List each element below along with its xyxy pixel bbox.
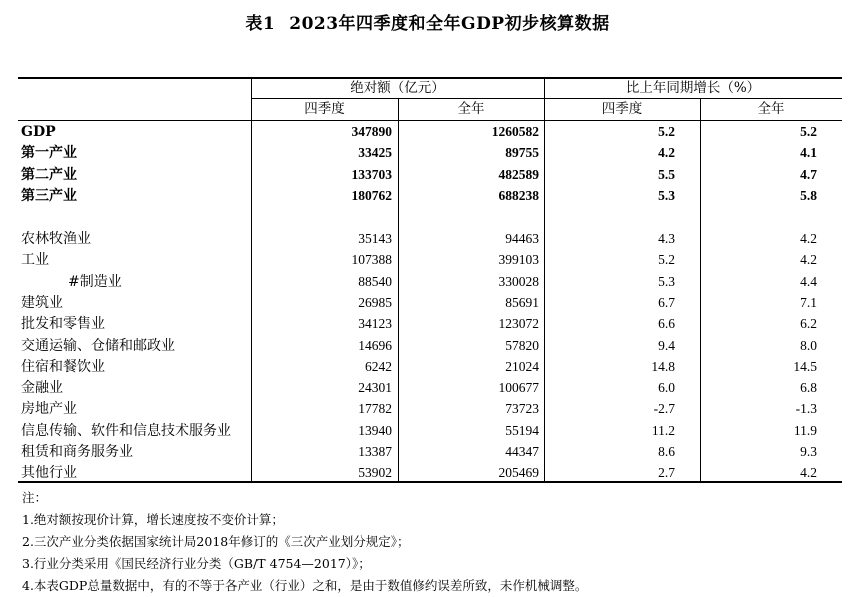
table-title [0,9,855,34]
value-year-abs: 688238 [498,187,539,203]
value-year-abs: 73723 [505,401,539,417]
value-q4-growth: 5.2 [658,252,675,268]
value-year-abs: 205469 [498,465,539,481]
industry-row-label: 工业 [21,252,49,269]
industry-row-label: 住宿和餐饮业 [21,358,105,375]
value-q4-growth: 2.7 [658,465,675,481]
industry-row-label: 租赁和商务服务业 [21,444,133,460]
header-growth-q4: 四季度 [601,101,643,117]
header-growth: 比上年同期增长（%） [625,80,761,96]
value-q4-abs: 347890 [351,124,392,139]
value-q4-growth: 5.3 [658,273,675,289]
value-year-growth: 8.0 [800,337,817,353]
value-q4-growth: 6.0 [658,380,675,396]
value-year-growth: 4.4 [800,273,817,289]
summary-row-label: 第一产业 [21,145,77,162]
summary-row-label: GDP [21,124,56,140]
value-q4-abs: 88540 [358,273,392,289]
industry-row-label: 金融业 [21,380,63,397]
notes-heading: 注： [22,490,48,505]
value-q4-growth: 4.2 [658,145,675,161]
value-q4-growth: 6.7 [658,294,675,310]
value-year-growth: 4.2 [800,465,817,481]
value-year-abs: 100677 [498,380,539,396]
value-q4-abs: 26985 [358,294,392,310]
value-year-growth: 4.2 [800,231,817,246]
header-growth-year: 全年 [757,101,785,117]
industry-row-label: 农林牧渔业 [21,231,91,247]
value-year-abs: 482589 [498,166,539,182]
table-title-text: 2023年四季度和全年GDP初步核算数据 [289,14,610,34]
value-year-growth: 6.2 [800,316,817,332]
value-q4-abs: 13940 [358,422,392,438]
value-year-abs: 89755 [505,145,539,161]
industry-row-label: 信息传输、软件和信息技术服务业 [21,422,231,439]
industry-row-label: 房地产业 [21,401,77,418]
summary-row-label: 第三产业 [21,187,77,204]
value-q4-abs: 180762 [351,187,392,203]
value-q4-abs: 34123 [358,316,392,332]
value-year-abs: 85691 [505,294,539,310]
header-absolute: 绝对额（亿元） [350,80,445,96]
value-q4-abs: 14696 [358,337,392,353]
header-abs-q4: 四季度 [304,101,345,117]
summary-row-label: 第二产业 [21,166,77,183]
value-q4-abs: 133703 [351,166,392,182]
header-abs-year: 全年 [457,101,485,117]
value-year-growth: 5.2 [800,124,817,139]
table-notes [22,487,587,597]
value-year-growth: 5.8 [800,187,817,203]
industry-row-label: #制造业 [68,273,122,290]
note-item: 4.本表GDP总量数据中，有的不等于各产业（行业）之和，是由于数值修约误差所致，未作机械调整。 [22,578,588,593]
value-year-growth: -1.3 [795,401,817,417]
value-year-growth: 6.8 [800,380,817,396]
value-q4-abs: 24301 [358,380,392,396]
value-q4-abs: 33425 [358,145,392,161]
value-q4-growth: 11.2 [651,422,675,438]
industry-row-label: 建筑业 [21,294,63,311]
industry-row-label: 交通运输、仓储和邮政业 [21,337,175,354]
value-year-abs: 57820 [505,337,539,353]
industry-row-label: 批发和零售业 [21,316,105,333]
value-year-abs: 94463 [505,231,539,246]
note-item: 1.绝对额按现价计算，增长速度按不变价计算； [22,512,284,527]
value-q4-growth: 6.6 [658,316,675,332]
value-q4-abs: 107388 [351,252,392,268]
value-year-growth: 4.1 [800,145,817,161]
value-q4-growth: 9.4 [658,337,675,353]
value-q4-abs: 6242 [365,358,392,374]
value-year-abs: 21024 [505,358,539,374]
value-q4-abs: 53902 [358,465,392,481]
value-q4-growth: 8.6 [658,444,675,459]
value-year-growth: 4.2 [800,252,817,268]
value-q4-growth: -2.7 [653,401,675,417]
value-q4-growth: 5.2 [658,124,675,139]
value-q4-growth: 5.3 [658,187,675,203]
value-year-abs: 55194 [505,422,539,438]
value-year-abs: 123072 [498,316,539,332]
value-year-abs: 330028 [498,273,539,289]
value-year-abs: 44347 [505,444,539,459]
note-item: 3.行业分类采用《国民经济行业分类（GB/T 4754—2017）》； [22,556,371,571]
value-year-growth: 11.9 [793,422,817,438]
value-q4-abs: 35143 [358,231,392,246]
value-q4-growth: 4.3 [658,231,675,246]
value-q4-abs: 13387 [358,444,392,459]
value-q4-growth: 14.8 [651,358,675,374]
value-q4-growth: 5.5 [658,166,675,182]
value-year-abs: 1260582 [491,124,539,139]
value-year-growth: 14.5 [793,358,817,374]
industry-row-label: 其他行业 [21,465,77,482]
rule-header-bottom [18,120,842,121]
value-year-growth: 7.1 [800,294,817,310]
value-q4-abs: 17782 [358,401,392,417]
value-year-abs: 399103 [498,252,539,268]
value-year-growth: 9.3 [800,444,817,459]
table-number: 表1 [245,14,276,34]
note-item: 2.三次产业分类依据国家统计局2018年修订的《三次产业划分规定》； [22,534,410,549]
value-year-growth: 4.7 [800,166,817,182]
